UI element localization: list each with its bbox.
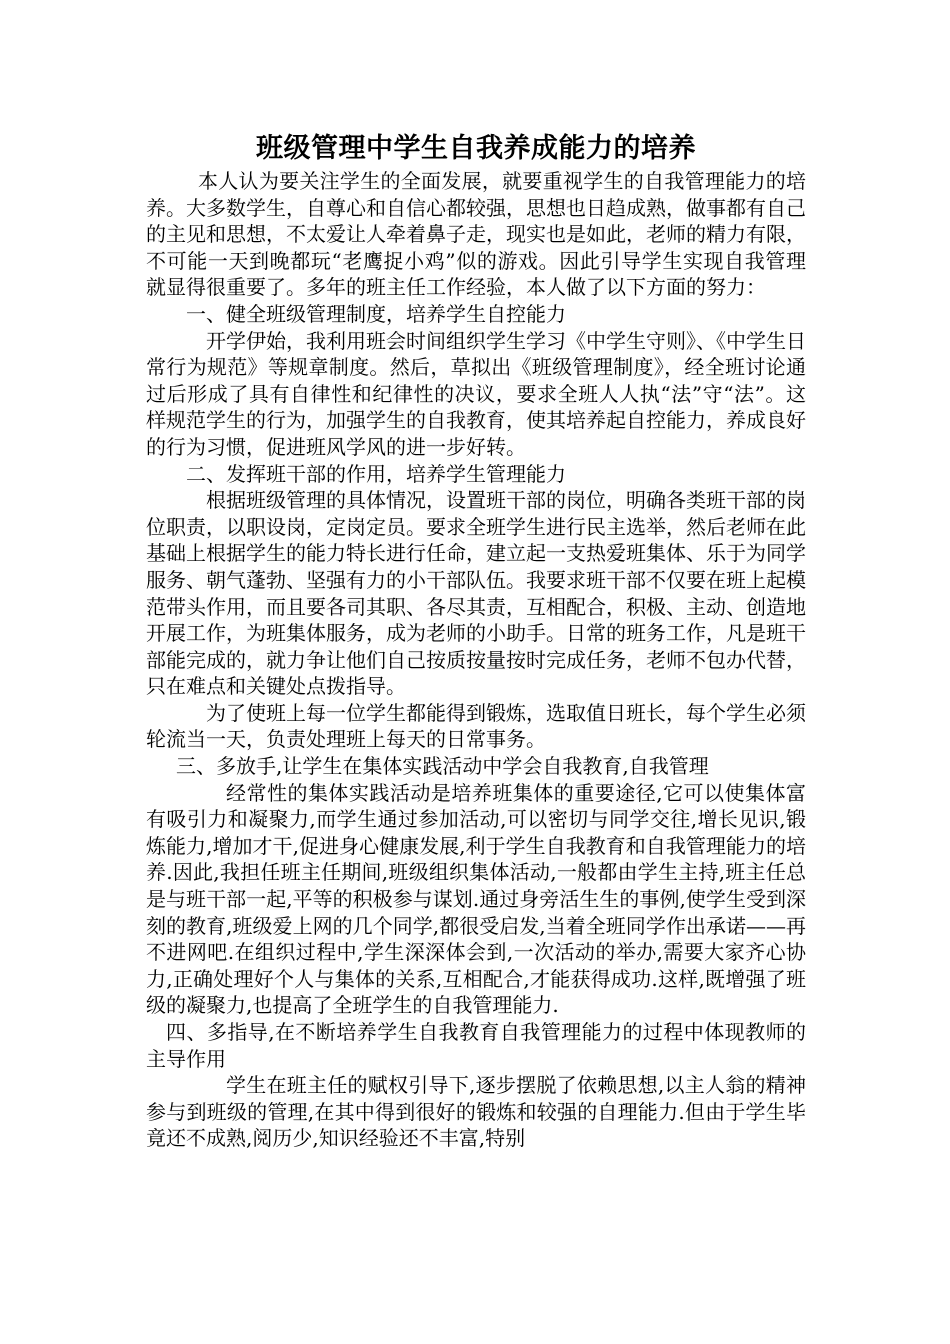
- body-paragraph: 四、多指导,在不断培养学生自我教育自我管理能力的过程中体现教师的主导作用: [146, 1020, 806, 1071]
- document-body: [146, 168, 806, 1152]
- document-title: 班级管理中学生自我养成能力的培养: [256, 133, 696, 164]
- body-paragraph: 开学伊始，我利用班会时间组织学生学习《中学生守则》、《中学生日常行为规范》等规章制度。然后，草拟出《班级管理制度》，经全班讨论通过后形成了具有自律性和纪律性的决议，要求全班人人执“法”守“法”。这样规范学生的行为，加强学生的自我教育，使其培养起自控能力，养成良好的行为习惯，促进班风学风的进一步好转。: [146, 328, 806, 459]
- document-page: [146, 130, 806, 1152]
- section-heading: 三、多放手,让学生在集体实践活动中学会自我教育,自我管理: [176, 754, 709, 779]
- section-heading: 一、健全班级管理制度，培养学生自控能力: [186, 301, 566, 326]
- body-paragraph: 经常性的集体实践活动是培养班集体的重要途径,它可以使集体富有吸引力和凝聚力,而学生通过参加活动,可以密切与同学交往,增长见识,锻炼能力,增加才干,促进身心健康发展,利于学生自我教育和自我管理能力的培养.因此,我担任班主任期间,班级组织集体活动,一般都由学生主持,班主任总是与班干部一起,平等的积极参与谋划.通过身旁活生生的事例,使学生受到深刻的教育,班级爱上网的几个同学,都很受启发,当着全班同学作出承诺——再不进网吧.在组织过程中,学生深深体会到,一次活动的举办,需要大家齐心协力,正确处理好个人与集体的关系,互相配合,才能获得成功.这样,既增强了班级的凝聚力,也提高了全班学生的自我管理能力.: [146, 780, 806, 1018]
- body-paragraph: 为了使班上每一位学生都能得到锻炼，选取值日班长，每个学生必须轮流当一天，负责处理班上每天的日常事务。: [146, 700, 806, 752]
- body-paragraph: 根据班级管理的具体情况，设置班干部的岗位，明确各类班干部的岗位职责，以职设岗，定岗定员。要求全班学生进行民主选举，然后老师在此基础上根据学生的能力特长进行任命，建立起一支热爱班集体、乐于为同学服务、朝气蓬勃、坚强有力的小干部队伍。我要求班干部不仅要在班上起模范带头作用，而且要各司其职、各尽其责，互相配合，积极、主动、创造地开展工作，为班集体服务，成为老师的小助手。日常的班务工作，凡是班干部能完成的，就力争让他们自己按质按量按时完成任务，老师不包办代替，只在难点和关键处点拨指导。: [146, 488, 806, 699]
- body-paragraph: 学生在班主任的赋权引导下,逐步摆脱了依赖思想,以主人翁的精神参与到班级的管理,在其中得到很好的锻炼和较强的自理能力.但由于学生毕竟还不成熟,阅历少,知识经验还不丰富,特别: [146, 1073, 806, 1151]
- section-heading: 二、发挥班干部的作用，培养学生管理能力: [186, 461, 566, 486]
- body-paragraph: 本人认为要关注学生的全面发展，就要重视学生的自我管理能力的培养。大多数学生，自尊心和自信心都较强，思想也日趋成熟，做事都有自己的主见和思想，不太爱让人牵着鼻子走，现实也是如此，老师的精力有限，不可能一天到晚都玩“老鹰捉小鸡”似的游戏。因此引导学生实现自我管理就显得很重要了。多年的班主任工作经验，本人做了以下方面的努力：: [146, 169, 806, 300]
